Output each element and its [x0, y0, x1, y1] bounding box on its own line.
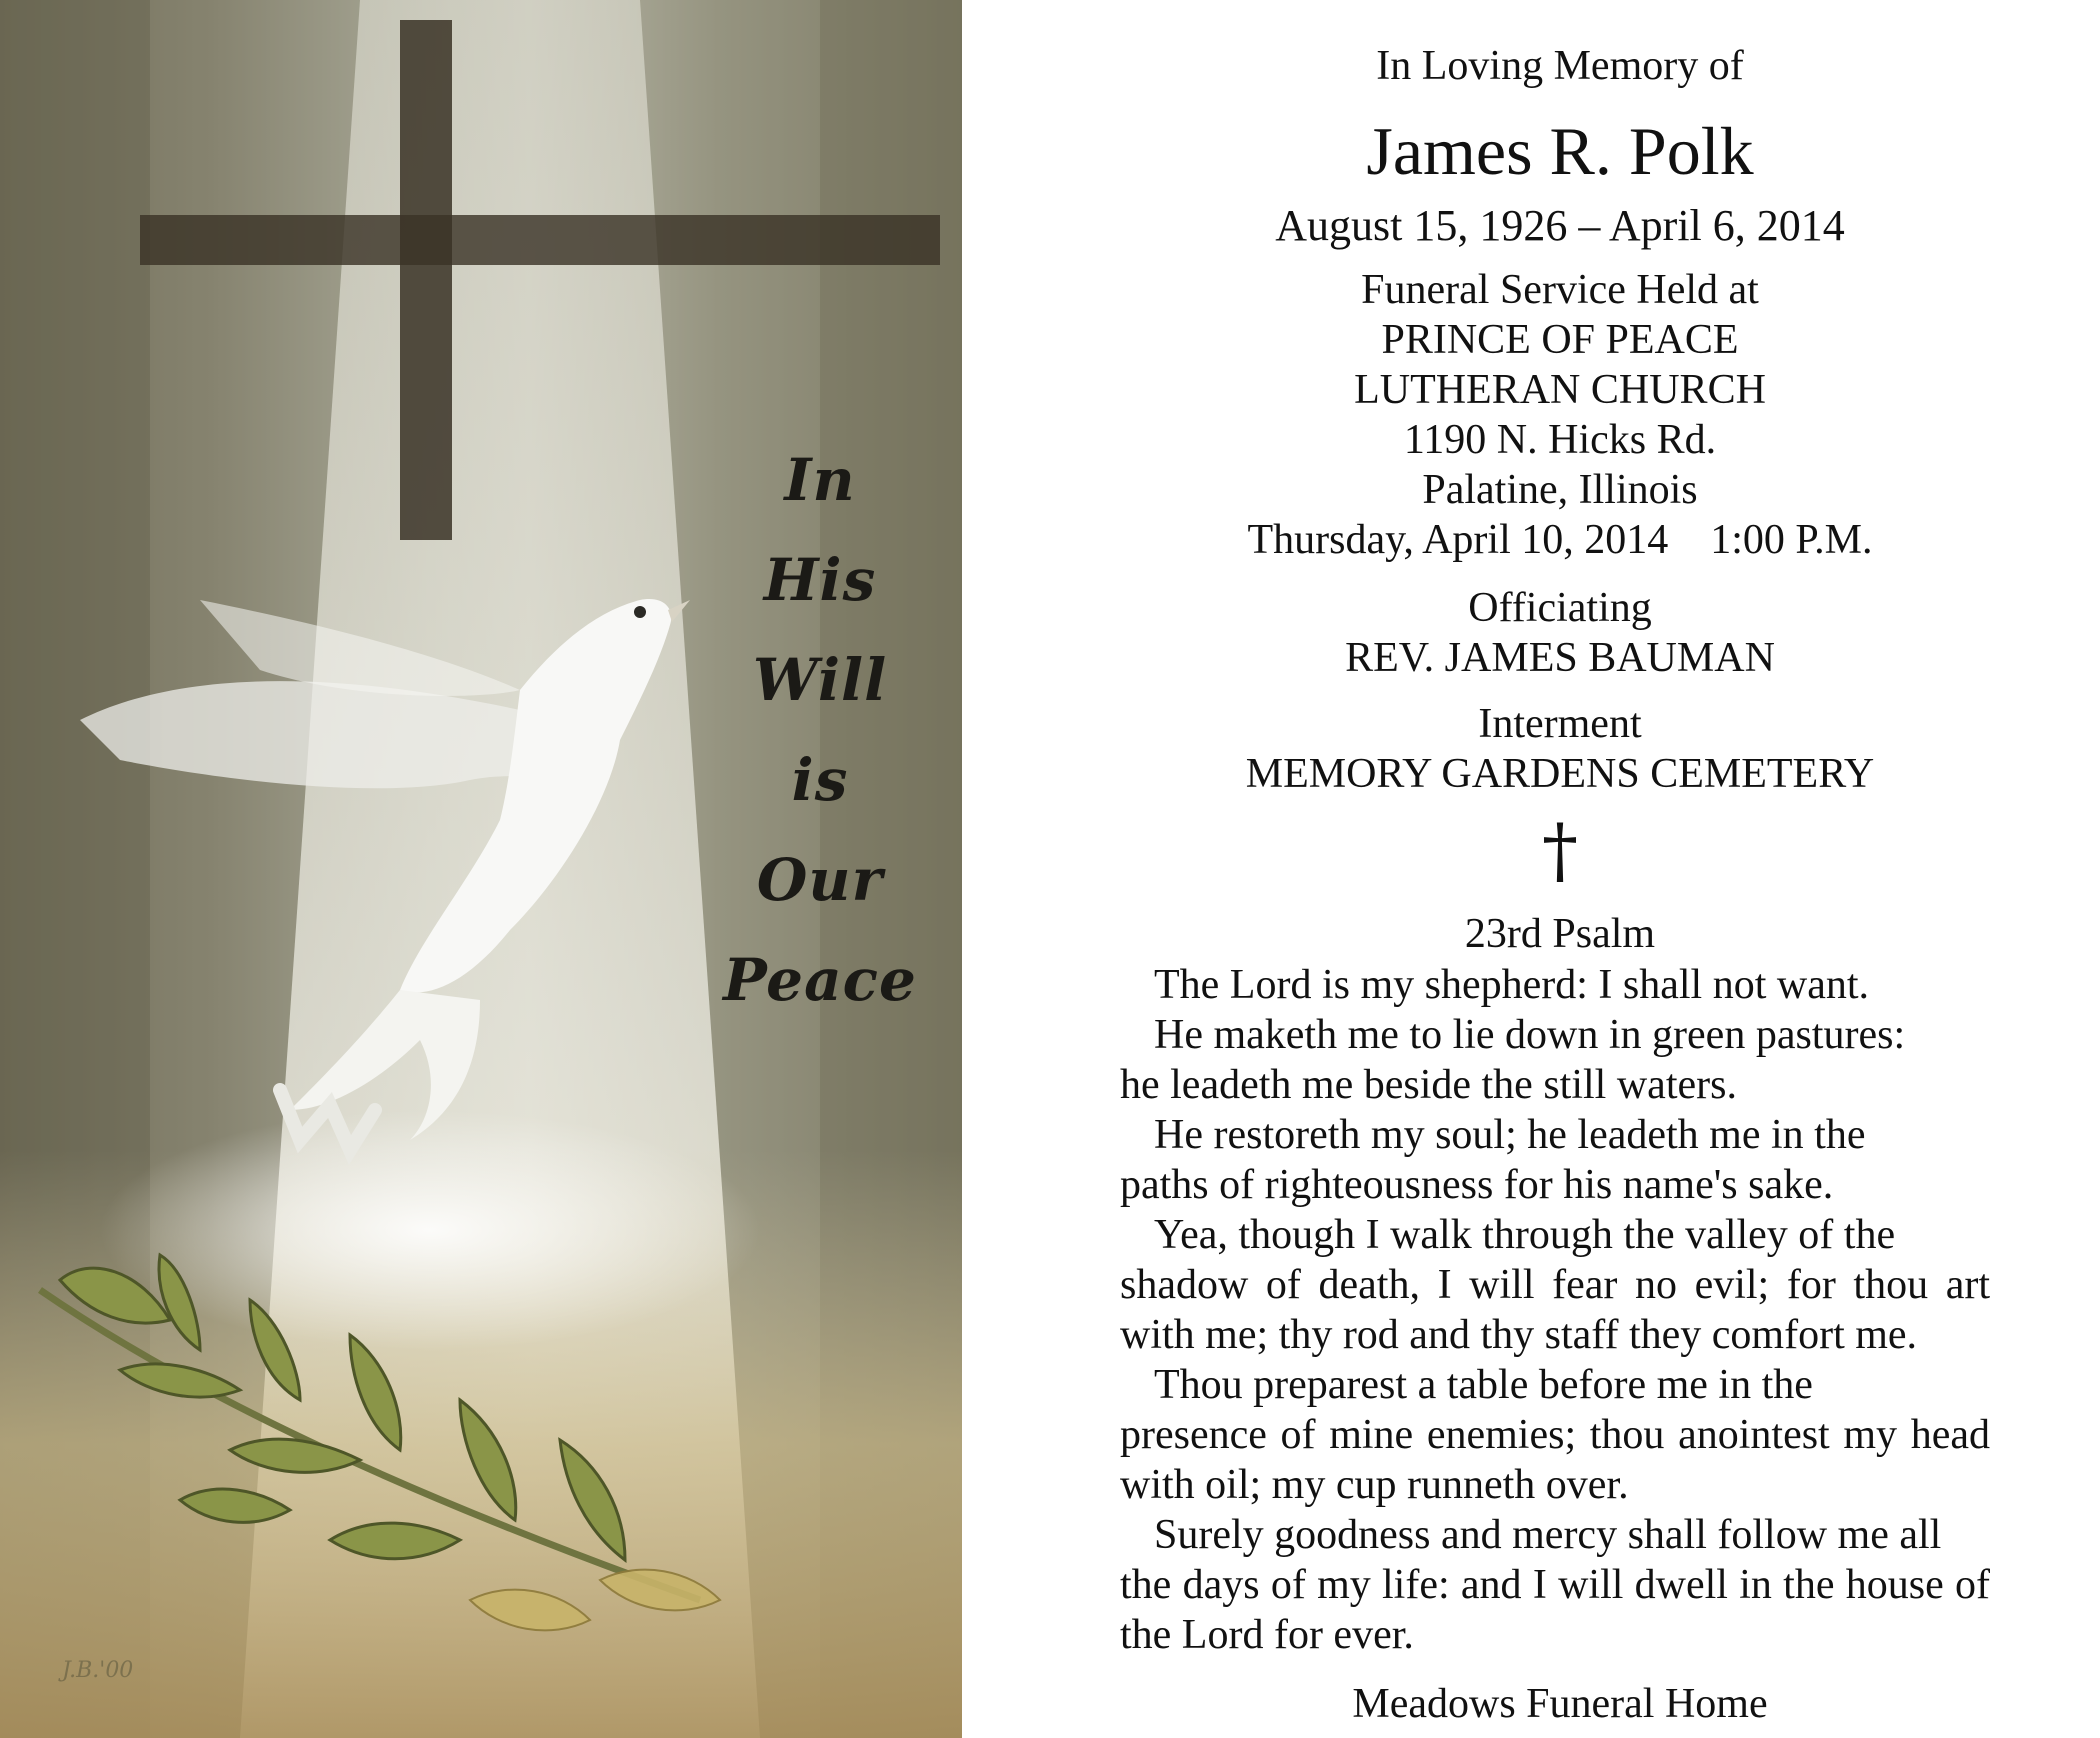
- psalm-verse-text: presence of mine enemies; thou anointest my head with oil; my cup runneth over.: [1120, 1412, 1990, 1508]
- art-caption: [700, 430, 940, 1030]
- psalm-verse-text: he leadeth me beside the still waters.: [1120, 1062, 1737, 1108]
- art-word: Peace: [723, 946, 917, 1014]
- art-word: Our: [756, 846, 884, 914]
- interment-label: Interment: [1478, 701, 1642, 747]
- cemetery-name: MEMORY GARDENS CEMETERY: [1245, 751, 1875, 797]
- church-address: 1190 N. Hicks Rd.: [1403, 417, 1717, 463]
- psalm-verse-first-line: He restoreth my soul; he leadeth me in the: [1154, 1112, 1866, 1158]
- psalm-verse-text: paths of righteousness for his name's sake.: [1120, 1162, 1834, 1208]
- memory-header: In Loving Memory of: [1376, 43, 1744, 89]
- service-label: Funeral Service Held at: [1361, 267, 1759, 313]
- psalm-verse-text: the days of my life: and I will dwell in the house of the Lord for ever.: [1120, 1562, 1990, 1658]
- officiant-name: REV. JAMES BAUMAN: [1345, 635, 1775, 681]
- psalm-verse-first-line: Surely goodness and mercy shall follow me all: [1154, 1512, 1942, 1558]
- church-city: Palatine, Illinois: [1422, 467, 1698, 513]
- psalm-verse: [1120, 1360, 1990, 1510]
- psalm-verse: [1120, 1510, 1990, 1660]
- psalm-title: 23rd Psalm: [1464, 911, 1656, 957]
- cross-icon: †: [1542, 808, 1578, 892]
- memorial-text: [1090, 0, 2100, 1738]
- officiating-label: Officiating: [1468, 585, 1652, 631]
- funeral-home: Meadows Funeral Home: [1352, 1681, 1768, 1727]
- artist-signature: J.B.'00: [62, 1658, 134, 1683]
- life-dates: August 15, 1926 – April 6, 2014: [1275, 201, 1845, 250]
- art-word: Will: [752, 646, 888, 714]
- psalm-verse: [1120, 960, 1990, 1010]
- church-line-1: PRINCE OF PEACE: [1381, 317, 1739, 363]
- service-datetime: Thursday, April 10, 2014 1:00 P.M.: [1247, 517, 1873, 563]
- art-word: His: [763, 546, 877, 614]
- psalm-verse-first-line: He maketh me to lie down in green pastures:: [1154, 1012, 1906, 1058]
- psalm-verse-first-line: Yea, though I walk through the valley of the: [1154, 1212, 1896, 1258]
- psalm-verse: [1120, 1110, 1990, 1210]
- psalm-verse-text: shadow of death, I will fear no evil; for thou art with me; thy rod and thy staff they comfort me.: [1120, 1262, 1990, 1358]
- deceased-name: James R. Polk: [1366, 113, 1754, 189]
- art-word: is: [791, 746, 849, 814]
- art-word: In: [784, 446, 856, 514]
- psalm-verse: [1120, 1010, 1990, 1110]
- psalm-verse: [1120, 1210, 1990, 1360]
- psalm-verse-first-line: Thou preparest a table before me in the: [1154, 1362, 1813, 1408]
- psalm-verse-first-line: The Lord is my shepherd: I shall not want.: [1154, 962, 1870, 1008]
- memorial-artwork: [0, 0, 962, 1738]
- church-line-2: LUTHERAN CHURCH: [1354, 367, 1766, 413]
